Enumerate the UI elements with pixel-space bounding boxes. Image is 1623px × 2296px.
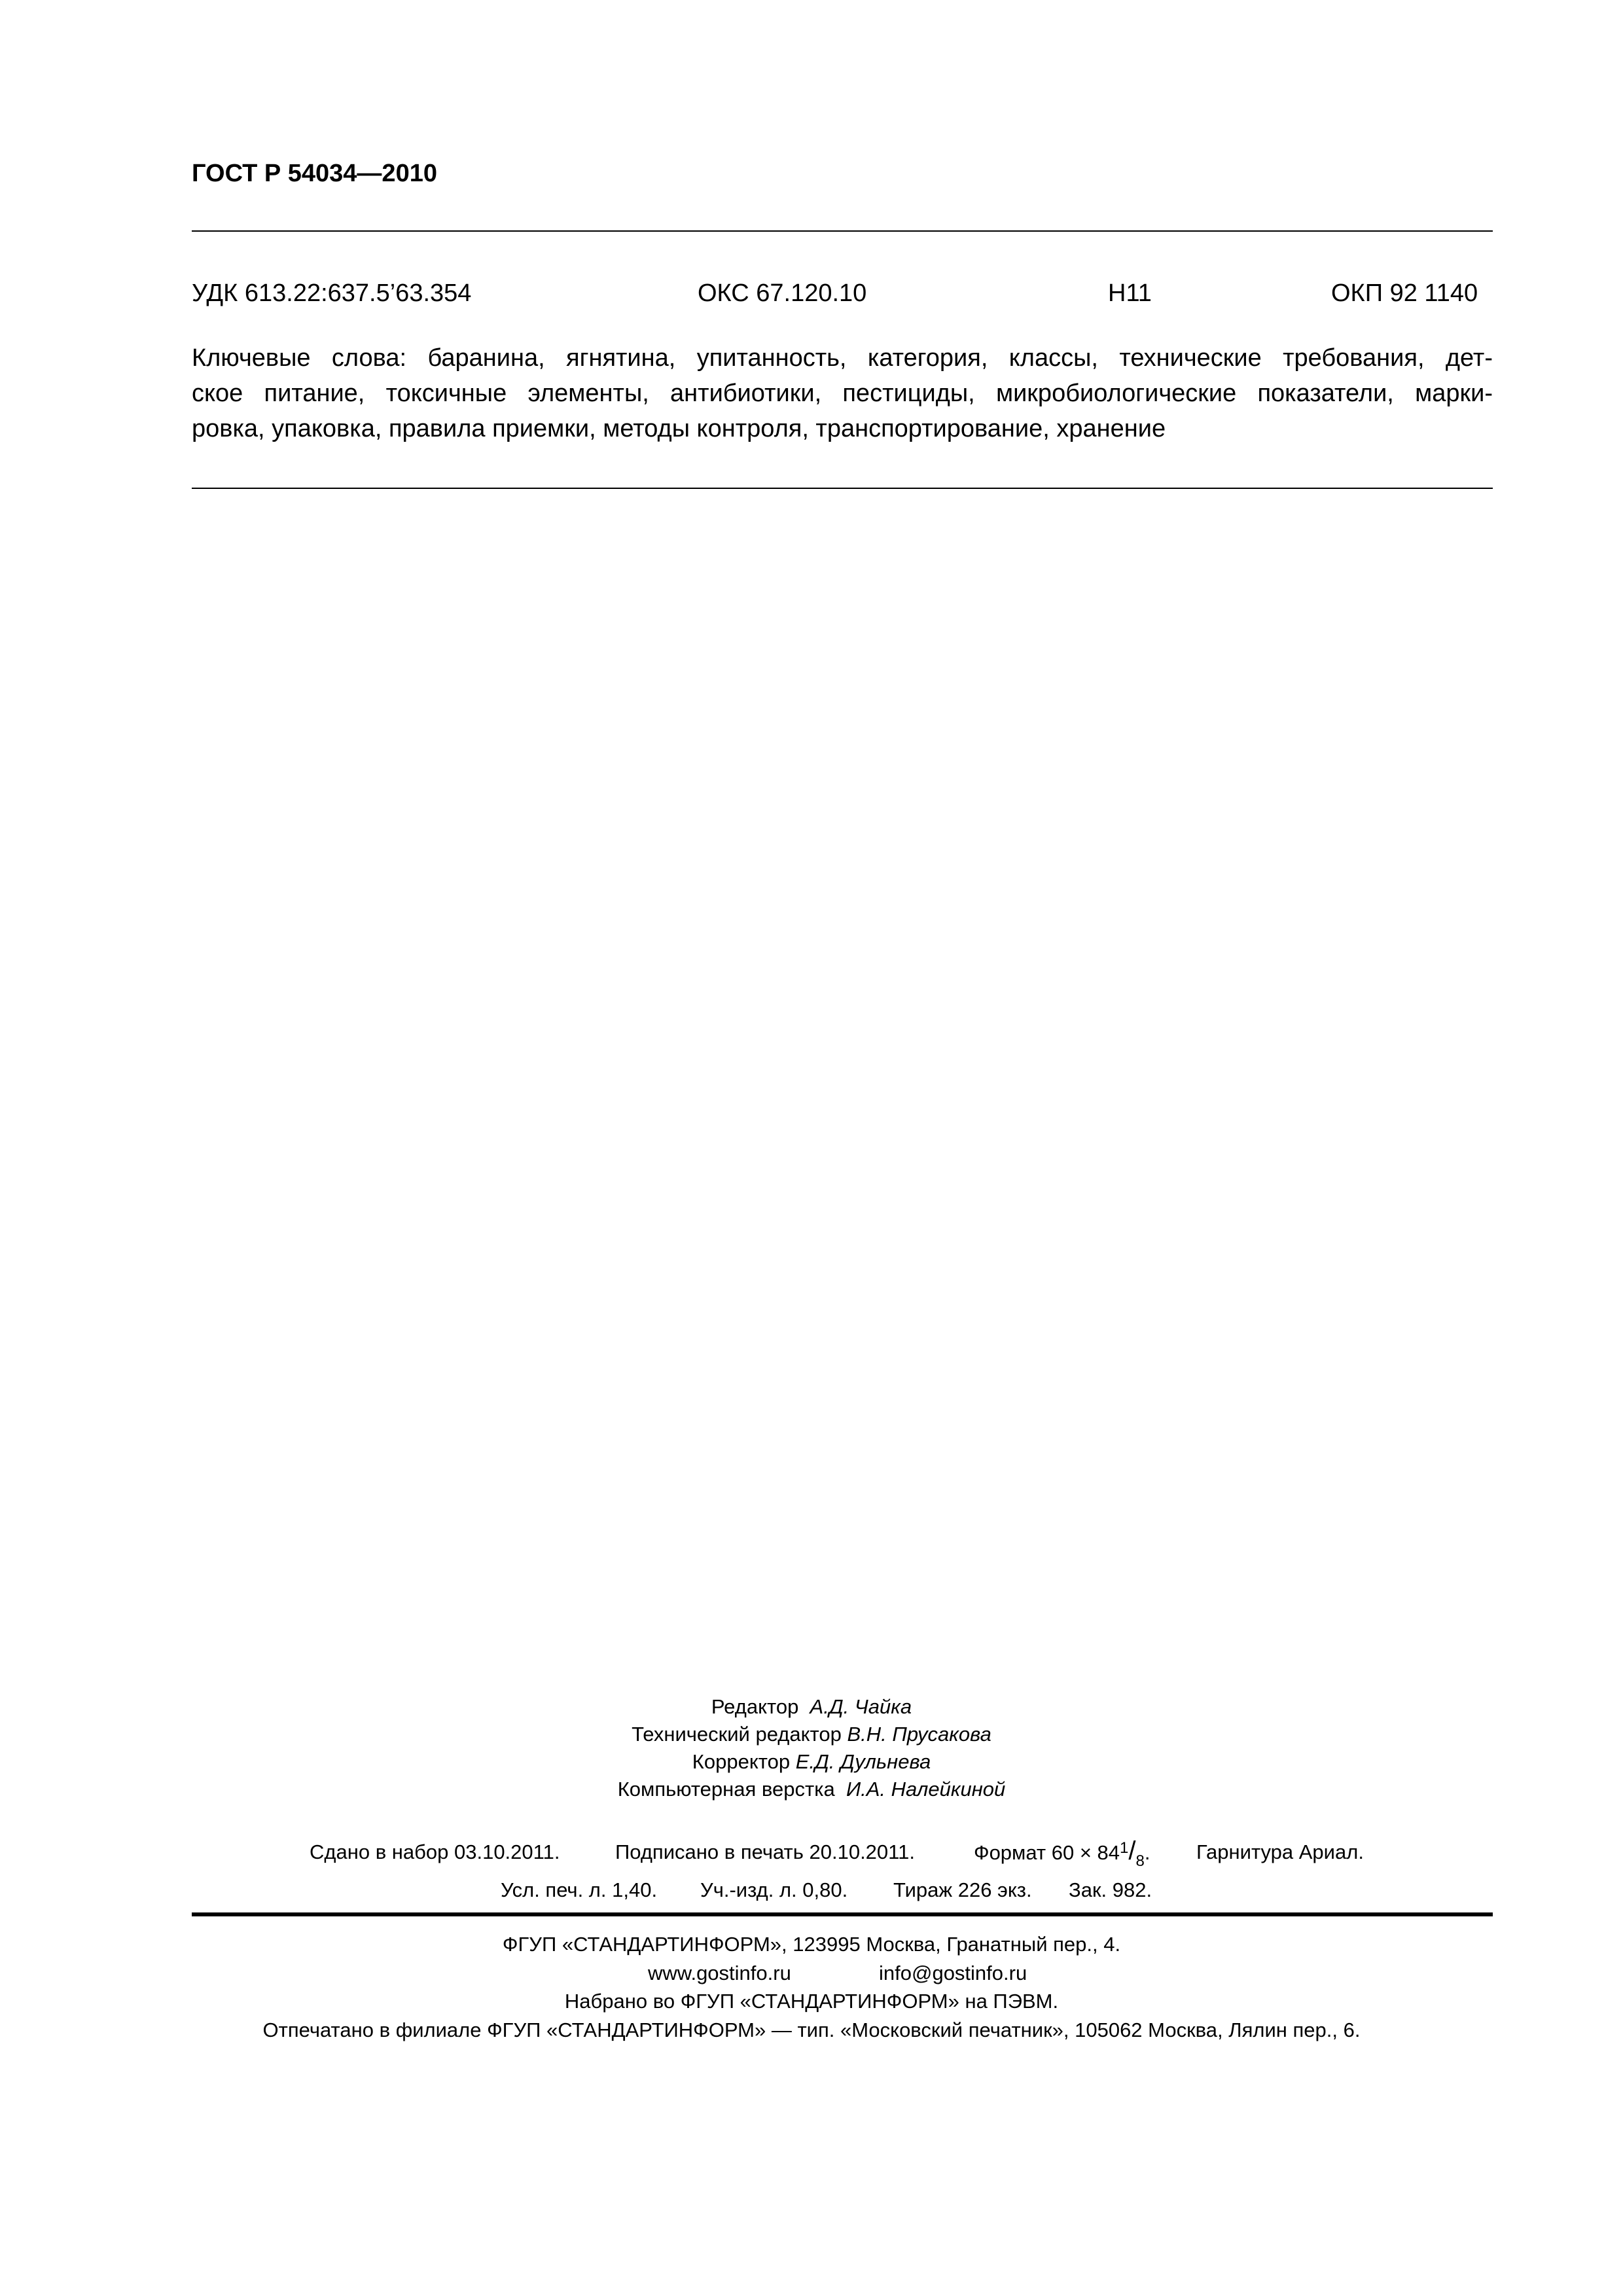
typeface: Гарнитура Ариал.: [1196, 1840, 1364, 1863]
publisher-website: www.gostinfo.ru: [648, 1962, 791, 1984]
layout-line: [0, 1778, 1623, 1801]
publisher-email: info@gostinfo.ru: [879, 1962, 1027, 1984]
format-den: 8: [1135, 1852, 1145, 1870]
tech-editor-role: Технический редактор: [632, 1723, 842, 1746]
udk-code: УДК 613.22:637.5’63.354: [192, 279, 472, 307]
editor-name: А.Д. Чайка: [810, 1695, 912, 1718]
tech-editor-line: [0, 1723, 1623, 1746]
corrector-line: [0, 1750, 1623, 1774]
standard-id: ГОСТ Р 54034—2010: [192, 160, 437, 187]
imprint-divider: [192, 1912, 1493, 1916]
format-suffix: .: [1144, 1841, 1150, 1864]
circulation: Тираж 226 экз.: [893, 1878, 1032, 1901]
format-num: 1: [1120, 1839, 1129, 1857]
corrector-role: Корректор: [692, 1750, 791, 1773]
order-number: Зак. 982.: [1069, 1878, 1152, 1901]
credits-block: [0, 1695, 1623, 1806]
corrector-name: Е.Д. Дульнева: [795, 1750, 931, 1773]
keywords-line: ровка, упаковка, правила приемки, методы контроля, транспортирование, хранение: [192, 415, 1166, 442]
typeset-note: Набрано во ФГУП «СТАНДАРТИНФОРМ» на ПЭВМ.: [564, 1990, 1059, 2013]
publisher-address: ФГУП «СТАНДАРТИНФОРМ», 123995 Москва, Гранатный пер., 4.: [502, 1933, 1121, 1956]
editor-line: [0, 1695, 1623, 1719]
keywords-line: Ключевые слова: баранина, ягнятина, упитанность, категория, классы, технические требования, дет-: [192, 344, 1493, 372]
publ-sheets: Уч.-изд. л. 0,80.: [700, 1878, 848, 1901]
tech-editor-name: В.Н. Прусакова: [847, 1723, 991, 1746]
submitted-date: Сдано в набор 03.10.2011.: [310, 1840, 560, 1863]
layout-name: И.А. Налейкиной: [846, 1778, 1006, 1801]
format: [974, 1837, 1150, 1870]
okp-code: ОКП 92 1140: [1331, 279, 1478, 307]
signed-date: Подписано в печать 20.10.2011.: [615, 1840, 915, 1863]
keywords-line: ское питание, токсичные элементы, антибиотики, пестициды, микробиологические показатели, марки-: [192, 380, 1493, 407]
keywords-divider: [192, 488, 1493, 489]
group-code: Н11: [1108, 279, 1152, 307]
format-prefix: Формат 60 × 84: [974, 1841, 1120, 1864]
format-fraction: $^1/_8$: [1120, 1837, 1145, 1870]
editor-role: Редактор: [711, 1695, 799, 1718]
oks-code: ОКС 67.120.10: [698, 279, 867, 307]
keywords-paragraph: [192, 340, 1493, 446]
print-sheets: Усл. печ. л. 1,40.: [501, 1878, 658, 1901]
printed-note: Отпечатано в филиале ФГУП «СТАНДАРТИНФОРМ» — тип. «Московский печатник», 105062 Москва, Лялин пер., 6.: [262, 2018, 1361, 2041]
layout-role: Компьютерная верстка: [617, 1778, 835, 1801]
top-divider: [192, 230, 1493, 232]
